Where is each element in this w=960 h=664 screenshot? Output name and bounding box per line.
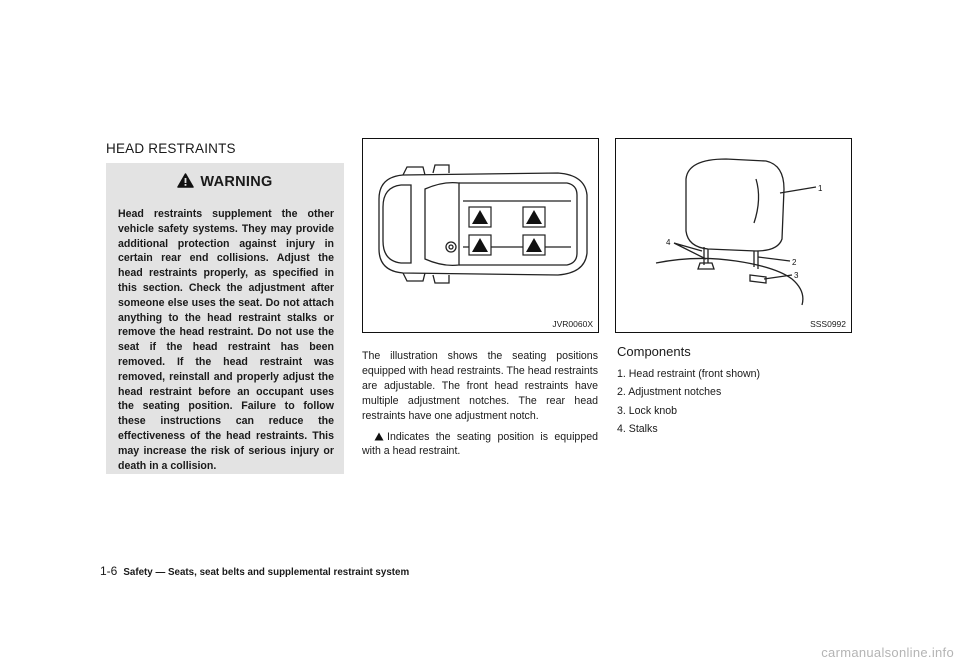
warning-title: WARNING bbox=[200, 174, 273, 190]
page-footer bbox=[100, 564, 409, 578]
warning-text: Head restraints supplement the other vehicle safety systems. They may provide additional protection against injury in certain rear end collisions. Adjust the head restraints properly, as specified in this section. Check the adjustment after someone else uses the seat. Do not attach anything to the head restraint stalks or remove the head restraint. Do not use the seat if the head restraint has been removed. If the head restraint was removed, reinstall and properly adjust the head restraint before an occupant uses the seating position. Failure to follow these instructions can reduce the effectiveness of the head restraints. This may increase the risk of serious injury or death in a collision. bbox=[118, 208, 334, 472]
callout-4: 4 bbox=[666, 238, 671, 247]
seat-marker-rear-left bbox=[523, 207, 545, 227]
list-item: 4. Stalks bbox=[617, 422, 658, 435]
seat-marker-rear-right bbox=[523, 235, 545, 255]
body-paragraph-2-text: Indicates the seating position is equipped with a head restraint. bbox=[362, 430, 598, 458]
page-number: 1-6 bbox=[100, 564, 118, 578]
figure-code: JVR0060X bbox=[552, 319, 593, 329]
head-restraint-figure bbox=[615, 138, 852, 333]
figure-code: SSS0992 bbox=[810, 319, 846, 329]
components-heading: Components bbox=[617, 344, 691, 359]
list-item: 1. Head restraint (front shown) bbox=[617, 368, 761, 380]
section-title: HEAD RESTRAINTS bbox=[106, 141, 236, 156]
callout-2: 2 bbox=[792, 258, 797, 267]
watermark: carmanualsonline.info bbox=[821, 645, 954, 660]
list-item: 3. Lock knob bbox=[617, 404, 678, 417]
footer-title: Safety — Seats, seat belts and supplemental restraint system bbox=[123, 567, 410, 578]
body-paragraph-2 bbox=[362, 430, 598, 460]
body-paragraph-1: The illustration shows the seating positions equipped with head restraints. The head restraints are adjustable. The front head restraints have multiple adjustment notches. The rear head restraints have one adjustment notch. bbox=[362, 350, 598, 422]
callout-3: 3 bbox=[794, 271, 799, 280]
components-list bbox=[617, 365, 760, 438]
head-restraint-illustration bbox=[616, 139, 851, 332]
car-top-view-illustration bbox=[363, 139, 598, 332]
warning-box bbox=[106, 163, 344, 474]
callout-1: 1 bbox=[818, 184, 823, 193]
warning-header bbox=[106, 173, 344, 190]
seat-marker-front-right bbox=[469, 235, 491, 255]
warning-triangle-icon bbox=[177, 173, 194, 188]
body-text bbox=[362, 349, 598, 465]
list-item: 2. Adjustment notches bbox=[617, 386, 722, 399]
seat-position-triangle-icon bbox=[374, 432, 384, 441]
seating-positions-figure bbox=[362, 138, 599, 333]
seat-marker-front-left bbox=[469, 207, 491, 227]
